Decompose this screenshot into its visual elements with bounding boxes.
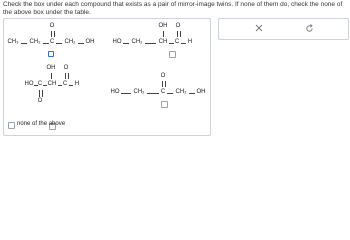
compound-1-group: OH — [85, 39, 95, 45]
compound-1-group: CH₂ — [64, 39, 76, 45]
x-icon[interactable] — [253, 22, 265, 34]
compound-1-group: CH₂ — [29, 39, 41, 45]
instructions-text: Check the box under each compound that exists as a pair of mirror-image twins. If none of them do, check the none of the above box under the table. — [3, 1, 343, 16]
compound-4-group: CH₂ — [133, 89, 145, 95]
none-of-the-above-label: none of the above — [17, 121, 66, 127]
compound-4-checkbox[interactable] — [161, 101, 168, 108]
undo-icon[interactable] — [303, 22, 315, 34]
compound-2-hydroxyl: OH — [158, 23, 168, 29]
compound-1-group: C — [49, 39, 55, 45]
compound-3-group: HO — [24, 81, 34, 87]
compound-2-group: HO — [112, 39, 122, 45]
compound-1-oxygen: O — [49, 23, 55, 29]
compound-3-group: H — [74, 81, 80, 87]
compound-4-group: CH₂ — [175, 89, 187, 95]
compound-1 — [6, 23, 106, 63]
compound-3-group: CH — [47, 81, 57, 87]
compound-3-bottom-oxygen: O — [37, 98, 43, 104]
compound-2-group: C — [174, 39, 180, 45]
compound-3-hydroxyl: OH — [46, 65, 56, 71]
compound-2 — [112, 23, 208, 63]
compound-4 — [110, 73, 208, 113]
compound-2-group: CH — [158, 39, 168, 45]
compound-2-group: CH₂ — [131, 39, 143, 45]
compound-2-group: H — [187, 39, 193, 45]
compound-4-group: OH — [196, 89, 206, 95]
compound-1-checkbox[interactable] — [48, 51, 54, 57]
action-panel — [218, 18, 349, 40]
compound-3 — [24, 65, 114, 109]
compound-3-group: C — [62, 81, 68, 87]
compound-2-checkbox[interactable] — [169, 51, 176, 58]
none-of-the-above-checkbox[interactable] — [8, 122, 15, 129]
compound-3-group: C — [37, 81, 43, 87]
compound-4-group: C — [160, 89, 166, 95]
compound-3-oxygen: O — [63, 65, 69, 71]
compound-2-oxygen: O — [175, 23, 181, 29]
compound-4-oxygen: O — [160, 73, 166, 79]
compound-1-group: CH₃ — [7, 39, 19, 45]
compound-4-group: HO — [110, 89, 120, 95]
compound-table — [3, 18, 211, 136]
